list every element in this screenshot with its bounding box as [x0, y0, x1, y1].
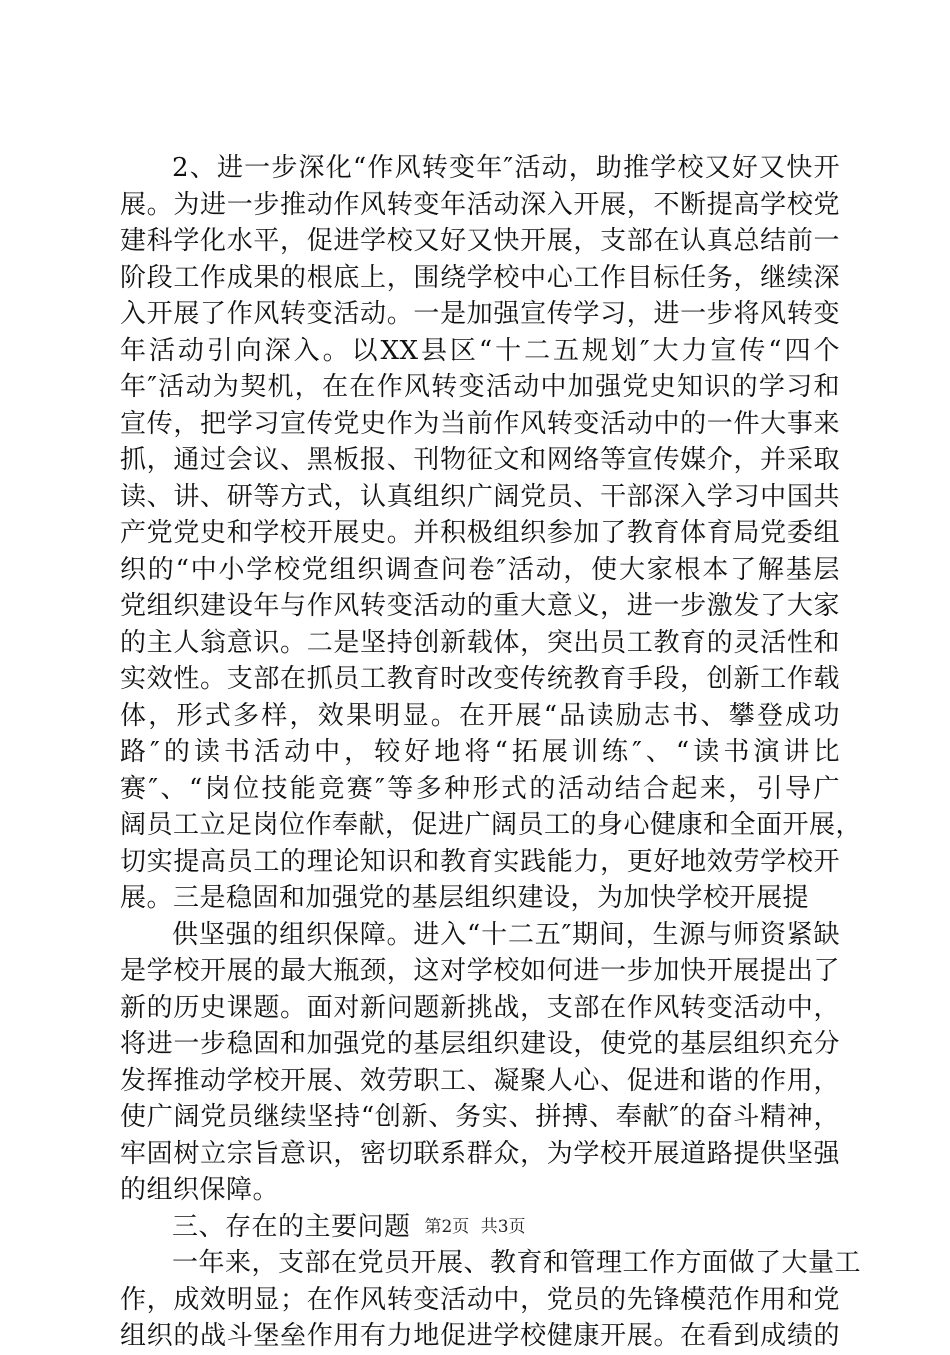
text-line: 是学校开展的最大瓶颈，这对学校如何进一步加快开展提出了	[120, 956, 840, 986]
page-total: 共3页	[480, 1217, 526, 1237]
text-line: 路″的读书活动中，较好地将“拓展训练″、“读书演讲比	[120, 737, 840, 767]
text-line: 展。三是稳固和加强党的基层组织建设，为加快学校开展提	[120, 883, 810, 913]
text-line: 新的历史课题。面对新问题新挑战，支部在作风转变活动中，	[120, 992, 840, 1023]
page-footer	[0, 1212, 950, 1237]
page-number: 第2页	[424, 1217, 470, 1237]
text-line: 入开展了作风转变活动。一是加强宣传学习，进一步将风转变	[120, 299, 840, 329]
text-line: 供坚强的组织保障。进入“十二五″期间，生源与师资紧缺	[172, 919, 840, 950]
text-line: 2、进一步深化“作风转变年″活动，助推学校又好又快开	[172, 153, 840, 183]
text-line: 的组织保障。	[120, 1175, 280, 1205]
text-line: 三、存在的主要问题	[172, 1211, 411, 1242]
text-line: 读、讲、研等方式，认真组织广阔党员、干部深入学习中国共	[120, 481, 840, 512]
text-line: 抓，通过会议、黑板报、刊物征文和网络等宣传媒介，并采取	[120, 445, 840, 475]
text-line: 年活动引向深入。以XX县区“十二五规划″大力宣传“四个	[120, 335, 840, 366]
text-line: 体，形式多样，效果明显。在开展“品读励志书、攀登成功	[120, 700, 840, 731]
text-line: 产党党史和学校开展史。并积极组织参加了教育体育局党委组	[120, 518, 840, 548]
text-line: 建科学化水平，促进学校又好又快开展，支部在认真总结前一	[120, 226, 840, 256]
text-line: 组织的战斗堡垒作用有力地促进学校健康开展。在看到成绩的	[120, 1321, 840, 1351]
text-line: 阔员工立足岗位作奉献，促进广阔员工的身心健康和全面开展，	[120, 810, 863, 840]
text-line: 切实提高员工的理论知识和教育实践能力，更好地效劳学校开	[120, 846, 840, 877]
text-line: 年″活动为契机，在在作风转变活动中加强党史知识的学习和	[120, 372, 840, 402]
text-line: 织的“中小学校党组织调查问卷″活动，使大家根本了解基层	[120, 554, 840, 585]
text-line: 将进一步稳固和加强党的基层组织建设，使党的基层组织充分	[120, 1029, 840, 1059]
text-line: 党组织建设年与作风转变活动的重大意义，进一步激发了大家	[120, 591, 840, 621]
text-line: 牢固树立宗旨意识，密切联系群众，为学校开展道路提供坚强	[120, 1138, 840, 1169]
text-line: 阶段工作成果的根底上，围绕学校中心工作目标任务，继续深	[120, 262, 840, 293]
text-line: 实效性。支部在抓员工教育时改变传统教育手段，创新工作载	[120, 664, 840, 694]
text-line: 赛″、“岗位技能竞赛″等多种形式的活动结合起来，引导广	[120, 773, 840, 804]
text-line: 展。为进一步推动作风转变年活动深入开展，不断提高学校党	[120, 189, 840, 220]
document-body	[120, 150, 863, 1355]
text-line: 作，成效明显；在作风转变活动中，党员的先锋模范作用和党	[120, 1284, 840, 1315]
text-line: 宣传，把学习宣传党史作为当前作风转变活动中的一件大事来	[120, 408, 840, 439]
text-line: 使广阔党员继续坚持“创新、务实、拼搏、奉献″的奋斗精神，	[120, 1102, 840, 1132]
text-line: 发挥推动学校开展、效劳职工、凝聚人心、促进和谐的作用，	[120, 1065, 840, 1096]
text-line: 的主人翁意识。二是坚持创新载体，突出员工教育的灵活性和	[120, 627, 840, 658]
text-line: 一年来，支部在党员开展、教育和管理工作方面做了大量工	[172, 1248, 862, 1278]
